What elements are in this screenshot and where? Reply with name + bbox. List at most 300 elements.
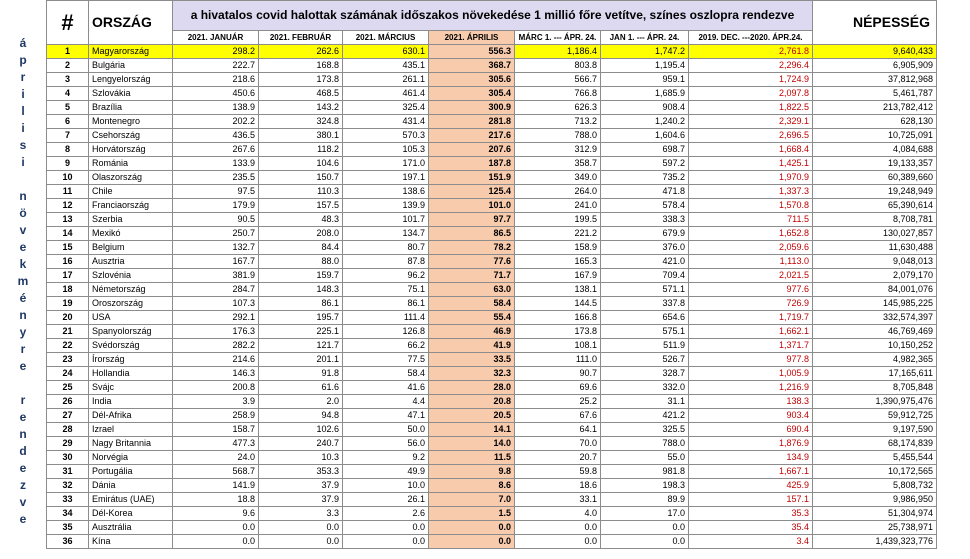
rank-cell: 22 bbox=[47, 339, 89, 353]
jan-apr-cell: 698.7 bbox=[601, 143, 689, 157]
jan-cell: 298.2 bbox=[173, 45, 259, 59]
country-cell: Franciaország bbox=[89, 199, 173, 213]
jan-apr-cell: 325.5 bbox=[601, 423, 689, 437]
total-cell: 35.3 bbox=[689, 507, 813, 521]
mar-cell: 58.4 bbox=[343, 367, 429, 381]
total-cell: 1,876.9 bbox=[689, 437, 813, 451]
jan-apr-cell: 578.4 bbox=[601, 199, 689, 213]
table-row bbox=[47, 143, 937, 157]
country-cell: Szlovákia bbox=[89, 87, 173, 101]
mar-apr-cell: 173.8 bbox=[515, 325, 601, 339]
rank-cell: 35 bbox=[47, 521, 89, 535]
side-label-char: n bbox=[19, 189, 27, 203]
mar-cell: 50.0 bbox=[343, 423, 429, 437]
mar-apr-cell: 18.6 bbox=[515, 479, 601, 493]
feb-cell: 91.8 bbox=[259, 367, 343, 381]
rank-cell: 26 bbox=[47, 395, 89, 409]
table-row bbox=[47, 423, 937, 437]
mar-cell: 431.4 bbox=[343, 115, 429, 129]
table-row bbox=[47, 367, 937, 381]
side-label-char: e bbox=[19, 359, 27, 373]
country-cell: Izrael bbox=[89, 423, 173, 437]
side-label-char: é bbox=[19, 291, 27, 305]
mar-apr-cell: 766.8 bbox=[515, 87, 601, 101]
country-cell: Kína bbox=[89, 535, 173, 549]
rank-cell: 13 bbox=[47, 213, 89, 227]
population-cell: 68,174,839 bbox=[813, 437, 937, 451]
population-cell: 8,705,848 bbox=[813, 381, 937, 395]
feb-cell: 150.7 bbox=[259, 171, 343, 185]
population-cell: 4,982,365 bbox=[813, 353, 937, 367]
table-row bbox=[47, 535, 937, 549]
side-label-char: i bbox=[21, 155, 25, 169]
jan-cell: 282.2 bbox=[173, 339, 259, 353]
table-row bbox=[47, 87, 937, 101]
population-cell: 213,782,412 bbox=[813, 101, 937, 115]
total-cell: 1,113.0 bbox=[689, 255, 813, 269]
jan-cell: 158.7 bbox=[173, 423, 259, 437]
rank-cell: 11 bbox=[47, 185, 89, 199]
feb-cell: 110.3 bbox=[259, 185, 343, 199]
jan-cell: 133.9 bbox=[173, 157, 259, 171]
population-cell: 60,389,660 bbox=[813, 171, 937, 185]
population-cell: 1,439,323,776 bbox=[813, 535, 937, 549]
jan-apr-cell: 575.1 bbox=[601, 325, 689, 339]
jan-apr-cell: 959.1 bbox=[601, 73, 689, 87]
feb-cell: 225.1 bbox=[259, 325, 343, 339]
jan-apr-cell: 511.9 bbox=[601, 339, 689, 353]
mar-cell: 4.4 bbox=[343, 395, 429, 409]
population-cell: 5,461,787 bbox=[813, 87, 937, 101]
mar-cell: 2.6 bbox=[343, 507, 429, 521]
mar-cell: 630.1 bbox=[343, 45, 429, 59]
table-row bbox=[47, 325, 937, 339]
total-cell: 1,668.4 bbox=[689, 143, 813, 157]
feb-cell: 0.0 bbox=[259, 535, 343, 549]
mar-cell: 138.6 bbox=[343, 185, 429, 199]
feb-cell: 10.3 bbox=[259, 451, 343, 465]
population-cell: 9,986,950 bbox=[813, 493, 937, 507]
table-row bbox=[47, 59, 937, 73]
side-label-char: s bbox=[19, 138, 27, 152]
mar-cell: 9.2 bbox=[343, 451, 429, 465]
country-cell: Hollandia bbox=[89, 367, 173, 381]
mar-apr-cell: 713.2 bbox=[515, 115, 601, 129]
total-cell: 2,761.8 bbox=[689, 45, 813, 59]
apr-cell: 217.6 bbox=[429, 129, 515, 143]
mar-apr-cell: 167.9 bbox=[515, 269, 601, 283]
jan-cell: 138.9 bbox=[173, 101, 259, 115]
jan-cell: 179.9 bbox=[173, 199, 259, 213]
rank-cell: 32 bbox=[47, 479, 89, 493]
rank-cell: 6 bbox=[47, 115, 89, 129]
side-label-char: n bbox=[19, 308, 27, 322]
mar-apr-cell: 349.0 bbox=[515, 171, 601, 185]
feb-cell: 208.0 bbox=[259, 227, 343, 241]
feb-cell: 84.4 bbox=[259, 241, 343, 255]
jan-cell: 450.6 bbox=[173, 87, 259, 101]
country-cell: Olaszország bbox=[89, 171, 173, 185]
jan-cell: 0.0 bbox=[173, 535, 259, 549]
country-cell: Portugália bbox=[89, 465, 173, 479]
jan-apr-cell: 908.4 bbox=[601, 101, 689, 115]
jan-cell: 0.0 bbox=[173, 521, 259, 535]
apr-cell: 0.0 bbox=[429, 535, 515, 549]
table-row bbox=[47, 115, 937, 129]
apr-cell: 151.9 bbox=[429, 171, 515, 185]
feb-cell: 118.2 bbox=[259, 143, 343, 157]
side-label-char: m bbox=[17, 274, 29, 288]
total-cell: 2,059.6 bbox=[689, 241, 813, 255]
total-cell: 903.4 bbox=[689, 409, 813, 423]
table-row bbox=[47, 521, 937, 535]
jan-apr-cell: 1,685.9 bbox=[601, 87, 689, 101]
mar-cell: 66.2 bbox=[343, 339, 429, 353]
rank-cell: 30 bbox=[47, 451, 89, 465]
table-row bbox=[47, 339, 937, 353]
mar-apr-cell: 166.8 bbox=[515, 311, 601, 325]
population-cell: 59,912,725 bbox=[813, 409, 937, 423]
mar-cell: 56.0 bbox=[343, 437, 429, 451]
country-cell: Németország bbox=[89, 283, 173, 297]
mar-cell: 570.3 bbox=[343, 129, 429, 143]
feb-cell: 94.8 bbox=[259, 409, 343, 423]
side-label-char: i bbox=[21, 121, 25, 135]
total-cell: 2,021.5 bbox=[689, 269, 813, 283]
jan-cell: 132.7 bbox=[173, 241, 259, 255]
jan-apr-cell: 17.0 bbox=[601, 507, 689, 521]
total-cell: 138.3 bbox=[689, 395, 813, 409]
apr-cell: 55.4 bbox=[429, 311, 515, 325]
mar-apr-cell: 67.6 bbox=[515, 409, 601, 423]
jan-apr-cell: 709.4 bbox=[601, 269, 689, 283]
apr-cell: 58.4 bbox=[429, 297, 515, 311]
jan-apr-cell: 337.8 bbox=[601, 297, 689, 311]
side-label-char: á bbox=[19, 36, 27, 50]
population-cell: 4,084,688 bbox=[813, 143, 937, 157]
jan-cell: 24.0 bbox=[173, 451, 259, 465]
country-cell: Írország bbox=[89, 353, 173, 367]
jan-apr-cell: 735.2 bbox=[601, 171, 689, 185]
table-row bbox=[47, 45, 937, 59]
jan-apr-cell: 981.8 bbox=[601, 465, 689, 479]
rank-cell: 5 bbox=[47, 101, 89, 115]
rank-cell: 15 bbox=[47, 241, 89, 255]
jan-apr-cell: 0.0 bbox=[601, 535, 689, 549]
country-cell: Svájc bbox=[89, 381, 173, 395]
apr-cell: 41.9 bbox=[429, 339, 515, 353]
country-cell: Belgium bbox=[89, 241, 173, 255]
population-cell: 37,812,968 bbox=[813, 73, 937, 87]
feb-cell: 159.7 bbox=[259, 269, 343, 283]
jan-cell: 284.7 bbox=[173, 283, 259, 297]
rank-cell: 21 bbox=[47, 325, 89, 339]
table-row bbox=[47, 213, 937, 227]
country-cell: Spanyolország bbox=[89, 325, 173, 339]
feb-cell: 380.1 bbox=[259, 129, 343, 143]
total-cell: 1,970.9 bbox=[689, 171, 813, 185]
population-cell: 9,048,013 bbox=[813, 255, 937, 269]
side-label-char: i bbox=[21, 87, 25, 101]
rank-cell: 28 bbox=[47, 423, 89, 437]
apr-cell: 1.5 bbox=[429, 507, 515, 521]
population-cell: 10,172,565 bbox=[813, 465, 937, 479]
jan-cell: 218.6 bbox=[173, 73, 259, 87]
apr-cell: 125.4 bbox=[429, 185, 515, 199]
jan-apr-cell: 571.1 bbox=[601, 283, 689, 297]
mar-cell: 261.1 bbox=[343, 73, 429, 87]
side-label-char: r bbox=[20, 342, 26, 356]
country-cell: Montenegro bbox=[89, 115, 173, 129]
total-cell: 1,337.3 bbox=[689, 185, 813, 199]
mar-apr-cell: 1,186.4 bbox=[515, 45, 601, 59]
table-row bbox=[47, 101, 937, 115]
table-row bbox=[47, 311, 937, 325]
jan-cell: 568.7 bbox=[173, 465, 259, 479]
jan-apr-cell: 0.0 bbox=[601, 521, 689, 535]
feb-cell: 37.9 bbox=[259, 493, 343, 507]
jan-cell: 292.1 bbox=[173, 311, 259, 325]
jan-cell: 222.7 bbox=[173, 59, 259, 73]
total-cell: 977.8 bbox=[689, 353, 813, 367]
country-cell: Dél-Afrika bbox=[89, 409, 173, 423]
rank-cell: 23 bbox=[47, 353, 89, 367]
country-cell: Ausztria bbox=[89, 255, 173, 269]
jan-cell: 381.9 bbox=[173, 269, 259, 283]
total-cell: 134.9 bbox=[689, 451, 813, 465]
mar-apr-cell: 69.6 bbox=[515, 381, 601, 395]
mar-cell: 105.3 bbox=[343, 143, 429, 157]
feb-cell: 148.3 bbox=[259, 283, 343, 297]
feb-cell: 262.6 bbox=[259, 45, 343, 59]
rank-cell: 25 bbox=[47, 381, 89, 395]
mar-cell: 197.1 bbox=[343, 171, 429, 185]
apr-cell: 9.8 bbox=[429, 465, 515, 479]
jan-apr-cell: 788.0 bbox=[601, 437, 689, 451]
feb-cell: 104.6 bbox=[259, 157, 343, 171]
table-row bbox=[47, 297, 937, 311]
jan-apr-cell: 597.2 bbox=[601, 157, 689, 171]
feb-cell: 157.5 bbox=[259, 199, 343, 213]
apr-cell: 7.0 bbox=[429, 493, 515, 507]
total-cell: 977.6 bbox=[689, 283, 813, 297]
col-header-mar: 2021. MÁRCIUS bbox=[343, 31, 429, 45]
mar-apr-cell: 20.7 bbox=[515, 451, 601, 465]
jan-apr-cell: 1,240.2 bbox=[601, 115, 689, 129]
apr-cell: 101.0 bbox=[429, 199, 515, 213]
population-cell: 19,133,357 bbox=[813, 157, 937, 171]
jan-apr-cell: 198.3 bbox=[601, 479, 689, 493]
country-cell: Bulgária bbox=[89, 59, 173, 73]
apr-cell: 11.5 bbox=[429, 451, 515, 465]
jan-cell: 3.9 bbox=[173, 395, 259, 409]
jan-apr-cell: 679.9 bbox=[601, 227, 689, 241]
population-cell: 9,640,433 bbox=[813, 45, 937, 59]
country-cell: Brazília bbox=[89, 101, 173, 115]
total-cell: 35.4 bbox=[689, 521, 813, 535]
feb-cell: 61.6 bbox=[259, 381, 343, 395]
side-label-char: ö bbox=[19, 206, 27, 220]
covid-data-table bbox=[46, 0, 937, 549]
side-label-char: e bbox=[19, 410, 27, 424]
country-cell: Szlovénia bbox=[89, 269, 173, 283]
mar-apr-cell: 25.2 bbox=[515, 395, 601, 409]
total-cell: 1,724.9 bbox=[689, 73, 813, 87]
apr-cell: 187.8 bbox=[429, 157, 515, 171]
country-cell: Románia bbox=[89, 157, 173, 171]
mar-apr-cell: 0.0 bbox=[515, 521, 601, 535]
mar-cell: 139.9 bbox=[343, 199, 429, 213]
country-cell: Horvátország bbox=[89, 143, 173, 157]
total-cell: 1,719.7 bbox=[689, 311, 813, 325]
jan-apr-cell: 376.0 bbox=[601, 241, 689, 255]
country-cell: Emirátus (UAE) bbox=[89, 493, 173, 507]
total-cell: 1,216.9 bbox=[689, 381, 813, 395]
population-cell: 46,769,469 bbox=[813, 325, 937, 339]
population-cell: 5,455,544 bbox=[813, 451, 937, 465]
total-cell: 1,005.9 bbox=[689, 367, 813, 381]
country-cell: Norvégia bbox=[89, 451, 173, 465]
jan-cell: 18.8 bbox=[173, 493, 259, 507]
vertical-side-label bbox=[0, 0, 46, 559]
rank-cell: 12 bbox=[47, 199, 89, 213]
mar-cell: 41.6 bbox=[343, 381, 429, 395]
col-header-apr: 2021. ÁPRILIS bbox=[429, 31, 515, 45]
side-label-char: e bbox=[19, 240, 27, 254]
country-cell: USA bbox=[89, 311, 173, 325]
rank-header: # bbox=[47, 1, 89, 45]
population-cell: 6,905,909 bbox=[813, 59, 937, 73]
mar-cell: 80.7 bbox=[343, 241, 429, 255]
table-row bbox=[47, 437, 937, 451]
apr-cell: 207.6 bbox=[429, 143, 515, 157]
rank-cell: 20 bbox=[47, 311, 89, 325]
mar-cell: 26.1 bbox=[343, 493, 429, 507]
population-cell: 9,197,590 bbox=[813, 423, 937, 437]
population-cell: 84,001,076 bbox=[813, 283, 937, 297]
apr-cell: 33.5 bbox=[429, 353, 515, 367]
mar-cell: 10.0 bbox=[343, 479, 429, 493]
table-row bbox=[47, 353, 937, 367]
total-cell: 690.4 bbox=[689, 423, 813, 437]
country-cell: Lengyelország bbox=[89, 73, 173, 87]
side-label-char: y bbox=[19, 325, 27, 339]
country-cell: Svédország bbox=[89, 339, 173, 353]
feb-cell: 324.8 bbox=[259, 115, 343, 129]
mar-apr-cell: 165.3 bbox=[515, 255, 601, 269]
rank-cell: 1 bbox=[47, 45, 89, 59]
feb-cell: 0.0 bbox=[259, 521, 343, 535]
jan-apr-cell: 89.9 bbox=[601, 493, 689, 507]
col-header-total: 2019. DEC. ---2020. ÁPR.24. bbox=[689, 31, 813, 45]
apr-cell: 46.9 bbox=[429, 325, 515, 339]
table-row bbox=[47, 185, 937, 199]
population-cell: 145,985,225 bbox=[813, 297, 937, 311]
feb-cell: 3.3 bbox=[259, 507, 343, 521]
feb-cell: 468.5 bbox=[259, 87, 343, 101]
mar-apr-cell: 70.0 bbox=[515, 437, 601, 451]
feb-cell: 48.3 bbox=[259, 213, 343, 227]
total-cell: 425.9 bbox=[689, 479, 813, 493]
population-cell: 10,725,091 bbox=[813, 129, 937, 143]
side-label-char: d bbox=[19, 444, 27, 458]
mar-apr-cell: 626.3 bbox=[515, 101, 601, 115]
apr-cell: 281.8 bbox=[429, 115, 515, 129]
table-row bbox=[47, 395, 937, 409]
feb-cell: 102.6 bbox=[259, 423, 343, 437]
table-row bbox=[47, 479, 937, 493]
jan-apr-cell: 1,747.2 bbox=[601, 45, 689, 59]
table-row bbox=[47, 171, 937, 185]
feb-cell: 195.7 bbox=[259, 311, 343, 325]
apr-cell: 32.3 bbox=[429, 367, 515, 381]
mar-apr-cell: 221.2 bbox=[515, 227, 601, 241]
mar-apr-cell: 33.1 bbox=[515, 493, 601, 507]
population-cell: 8,708,781 bbox=[813, 213, 937, 227]
apr-cell: 14.0 bbox=[429, 437, 515, 451]
table-row bbox=[47, 157, 937, 171]
apr-cell: 368.7 bbox=[429, 59, 515, 73]
population-cell: 17,165,611 bbox=[813, 367, 937, 381]
country-cell: Oroszország bbox=[89, 297, 173, 311]
mar-cell: 461.4 bbox=[343, 87, 429, 101]
apr-cell: 71.7 bbox=[429, 269, 515, 283]
side-label-char: e bbox=[19, 461, 27, 475]
mar-cell: 77.5 bbox=[343, 353, 429, 367]
total-cell: 157.1 bbox=[689, 493, 813, 507]
mar-cell: 47.1 bbox=[343, 409, 429, 423]
jan-apr-cell: 55.0 bbox=[601, 451, 689, 465]
feb-cell: 88.0 bbox=[259, 255, 343, 269]
rank-cell: 24 bbox=[47, 367, 89, 381]
total-cell: 1,371.7 bbox=[689, 339, 813, 353]
feb-cell: 168.8 bbox=[259, 59, 343, 73]
mar-apr-cell: 90.7 bbox=[515, 367, 601, 381]
rank-cell: 17 bbox=[47, 269, 89, 283]
rank-cell: 3 bbox=[47, 73, 89, 87]
total-cell: 1,570.8 bbox=[689, 199, 813, 213]
side-label-char: v bbox=[19, 495, 27, 509]
total-cell: 2,097.8 bbox=[689, 87, 813, 101]
feb-cell: 37.9 bbox=[259, 479, 343, 493]
jan-cell: 214.6 bbox=[173, 353, 259, 367]
table-row bbox=[47, 507, 937, 521]
feb-cell: 121.7 bbox=[259, 339, 343, 353]
jan-apr-cell: 1,604.6 bbox=[601, 129, 689, 143]
rank-cell: 33 bbox=[47, 493, 89, 507]
jan-apr-cell: 654.6 bbox=[601, 311, 689, 325]
mar-cell: 86.1 bbox=[343, 297, 429, 311]
jan-cell: 200.8 bbox=[173, 381, 259, 395]
total-cell: 2,696.5 bbox=[689, 129, 813, 143]
population-cell: 65,390,614 bbox=[813, 199, 937, 213]
mar-cell: 435.1 bbox=[343, 59, 429, 73]
country-cell: Nagy Britannia bbox=[89, 437, 173, 451]
jan-cell: 477.3 bbox=[173, 437, 259, 451]
mar-apr-cell: 4.0 bbox=[515, 507, 601, 521]
table-row bbox=[47, 451, 937, 465]
feb-cell: 201.1 bbox=[259, 353, 343, 367]
country-cell: Csehország bbox=[89, 129, 173, 143]
country-cell: Ausztrália bbox=[89, 521, 173, 535]
jan-cell: 97.5 bbox=[173, 185, 259, 199]
jan-apr-cell: 421.2 bbox=[601, 409, 689, 423]
side-label-char: z bbox=[20, 478, 26, 492]
jan-apr-cell: 471.8 bbox=[601, 185, 689, 199]
total-cell: 1,662.1 bbox=[689, 325, 813, 339]
side-label-char: p bbox=[19, 53, 27, 67]
table-row bbox=[47, 409, 937, 423]
